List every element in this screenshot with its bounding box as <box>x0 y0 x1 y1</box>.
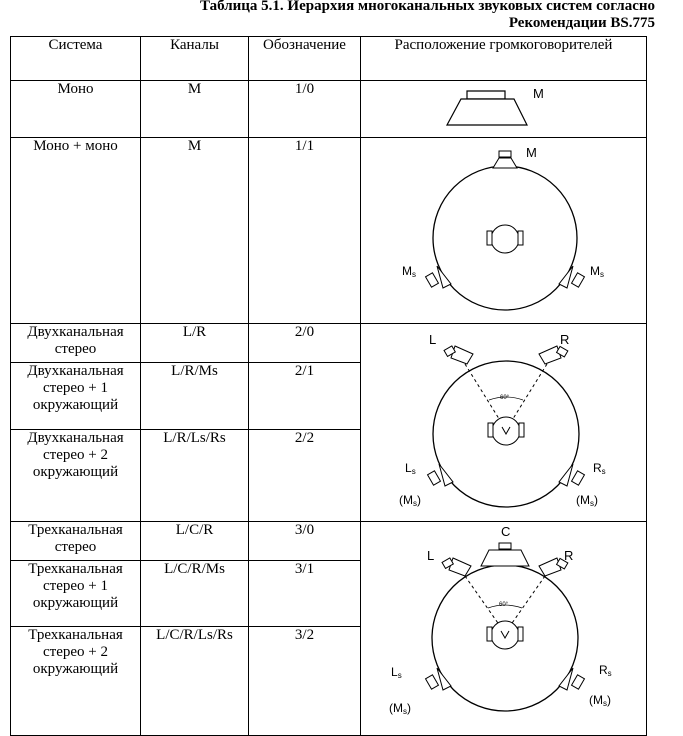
header-designation: Обозначение <box>249 37 361 81</box>
label-ms-left: Ms <box>402 264 416 279</box>
label-ms-right: (Ms) <box>576 493 598 508</box>
speaker-l <box>449 558 471 576</box>
cell-designation: 2/1 <box>249 363 361 430</box>
angle-label: 60° <box>499 602 509 608</box>
label-m: M <box>526 145 537 160</box>
label-ms-right: (Ms) <box>589 693 611 708</box>
table-row <box>11 324 647 363</box>
speaker-l <box>451 346 473 364</box>
cell-designation: 2/0 <box>249 324 361 363</box>
cell-channels: L/C/R/Ms <box>141 561 249 627</box>
label-ms-right: Ms <box>590 264 604 279</box>
speaker-m <box>493 158 517 168</box>
cell-channels: M <box>141 138 249 324</box>
diagram-mono-mono-cell <box>361 138 647 324</box>
listener-icon <box>492 417 520 445</box>
label-r: R <box>560 332 570 347</box>
cell-system: Трехканальная стерео + 2 окружающий <box>11 626 141 735</box>
label-l: L <box>427 548 435 563</box>
cell-channels: L/C/R/Ls/Rs <box>141 626 249 735</box>
listener-icon <box>491 225 519 253</box>
label-r: R <box>564 548 574 563</box>
header-channels: Каналы <box>141 37 249 81</box>
label-m: M <box>533 86 544 101</box>
cell-channels: L/C/R <box>141 522 249 561</box>
speaker-systems-table <box>10 36 647 736</box>
header-row <box>11 37 647 81</box>
diagram-three-channel-cell <box>361 522 647 736</box>
label-ls: Ls <box>391 665 402 680</box>
label-ms-left: (Ms) <box>389 701 411 716</box>
cell-channels: L/R <box>141 324 249 363</box>
cell-designation: 3/1 <box>249 561 361 627</box>
label-ls: Ls <box>405 461 416 476</box>
cell-system: Двухканальная стерео <box>11 324 141 363</box>
speaker-c <box>481 550 529 566</box>
angle-label: 60° <box>500 395 510 401</box>
caption-line-1: Таблица 5.1. Иерархия многоканальных звуковых систем согласно <box>199 0 655 14</box>
cell-designation: 1/1 <box>249 138 361 324</box>
cell-channels: L/R/Ls/Rs <box>141 430 249 522</box>
speaker-r <box>539 346 561 364</box>
cell-system: Двухканальная стерео + 1 окружающий <box>11 363 141 430</box>
diagram-mono <box>361 81 646 132</box>
cell-designation: 1/0 <box>249 81 361 138</box>
table-caption <box>200 0 655 32</box>
cell-system: Моно <box>11 81 141 138</box>
cell-system: Двухканальная стерео + 2 окружающий <box>11 430 141 522</box>
speaker-stand <box>447 99 527 125</box>
caption-line-2: Рекомендации BS.775 <box>508 15 655 31</box>
cell-system: Трехканальная стерео <box>11 522 141 561</box>
label-rs: Rs <box>599 663 612 678</box>
speaker-r <box>539 558 561 576</box>
cell-designation: 2/2 <box>249 430 361 522</box>
speaker-body <box>467 91 505 99</box>
table-row <box>11 81 647 138</box>
diagram-stereo-cell <box>361 324 647 522</box>
label-c: C <box>501 524 511 539</box>
table-row <box>11 138 647 324</box>
cell-designation: 3/0 <box>249 522 361 561</box>
label-ms-left: (Ms) <box>399 493 421 508</box>
diagram-mono-cell <box>361 81 647 138</box>
cell-system: Моно + моно <box>11 138 141 324</box>
diagram-mono-mono <box>361 138 646 318</box>
cell-channels: M <box>141 81 249 138</box>
listener-icon <box>491 621 519 649</box>
diagram-stereo <box>361 324 646 516</box>
cell-channels: L/R/Ms <box>141 363 249 430</box>
cell-designation: 3/2 <box>249 626 361 735</box>
header-layout: Расположение громкоговорителей <box>361 37 647 81</box>
diagram-three-channel <box>361 522 646 730</box>
label-rs: Rs <box>593 461 606 476</box>
header-system: Система <box>11 37 141 81</box>
label-l: L <box>429 332 437 347</box>
table-row <box>11 522 647 561</box>
cell-system: Трехканальная стерео + 1 окружающий <box>11 561 141 627</box>
